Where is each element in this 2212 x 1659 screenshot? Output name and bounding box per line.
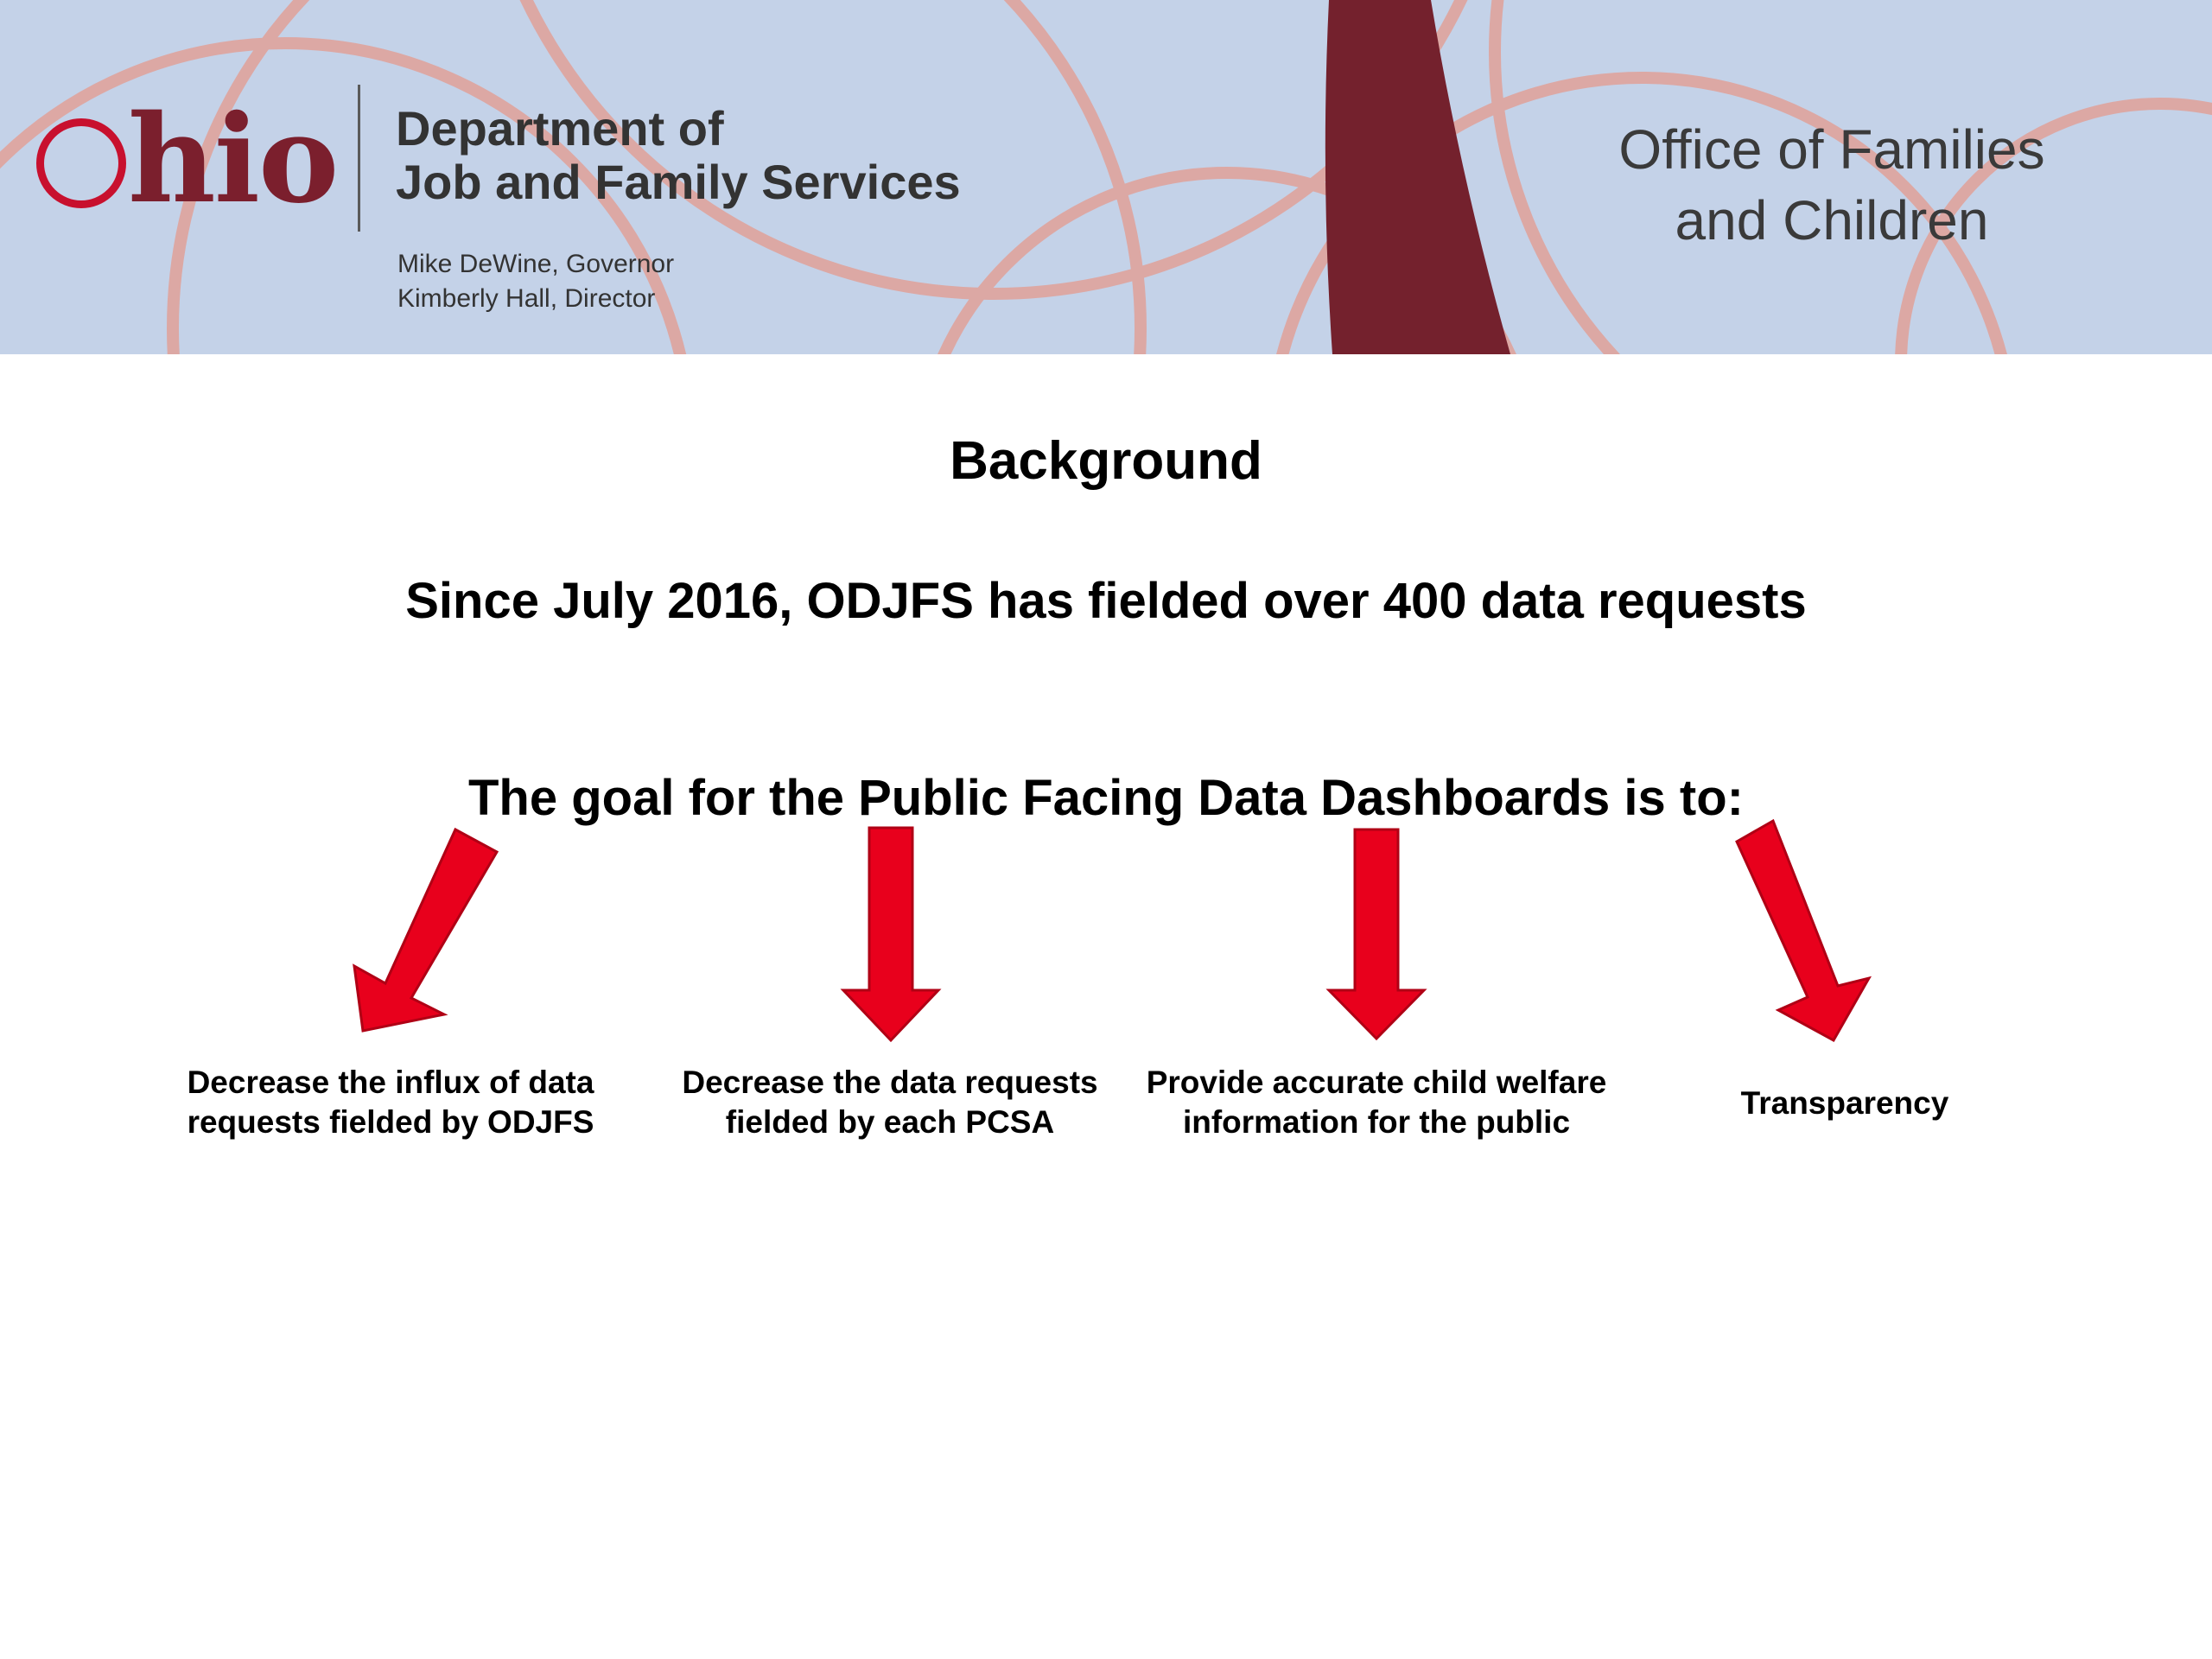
goal-label-line-2: fielded by each PCSA [725, 1104, 1055, 1140]
goal-label-line-2: requests fielded by ODJFS [187, 1104, 594, 1140]
goal-label-line-1: Decrease the data requests [682, 1065, 1098, 1100]
goal-label-line-2: information for the public [1182, 1104, 1571, 1140]
department-line-1: Department of [396, 101, 724, 156]
goal-label-line-1: Decrease the influx of data [187, 1065, 594, 1100]
office-line-1: Office of Families [1618, 118, 2045, 181]
slide-title: Background [950, 431, 1262, 491]
goal-label-line-1: Transparency [1740, 1085, 1949, 1121]
director-name: Kimberly Hall, Director [397, 284, 656, 313]
goal-label [1694, 1084, 1996, 1123]
goal-label-line-1: Provide accurate child welfare [1146, 1065, 1607, 1100]
department-line-2: Job and Family Services [396, 155, 961, 209]
office-line-2: and Children [1675, 189, 1989, 251]
ohio-logo-text: hio [128, 89, 338, 231]
governor-name: Mike DeWine, Governor [397, 250, 675, 278]
goal-intro: The goal for the Public Facing Data Dashboards is to: [468, 770, 1744, 826]
data-requests-statement: Since July 2016, ODJFS has fielded over 400 data requests [405, 573, 1807, 629]
